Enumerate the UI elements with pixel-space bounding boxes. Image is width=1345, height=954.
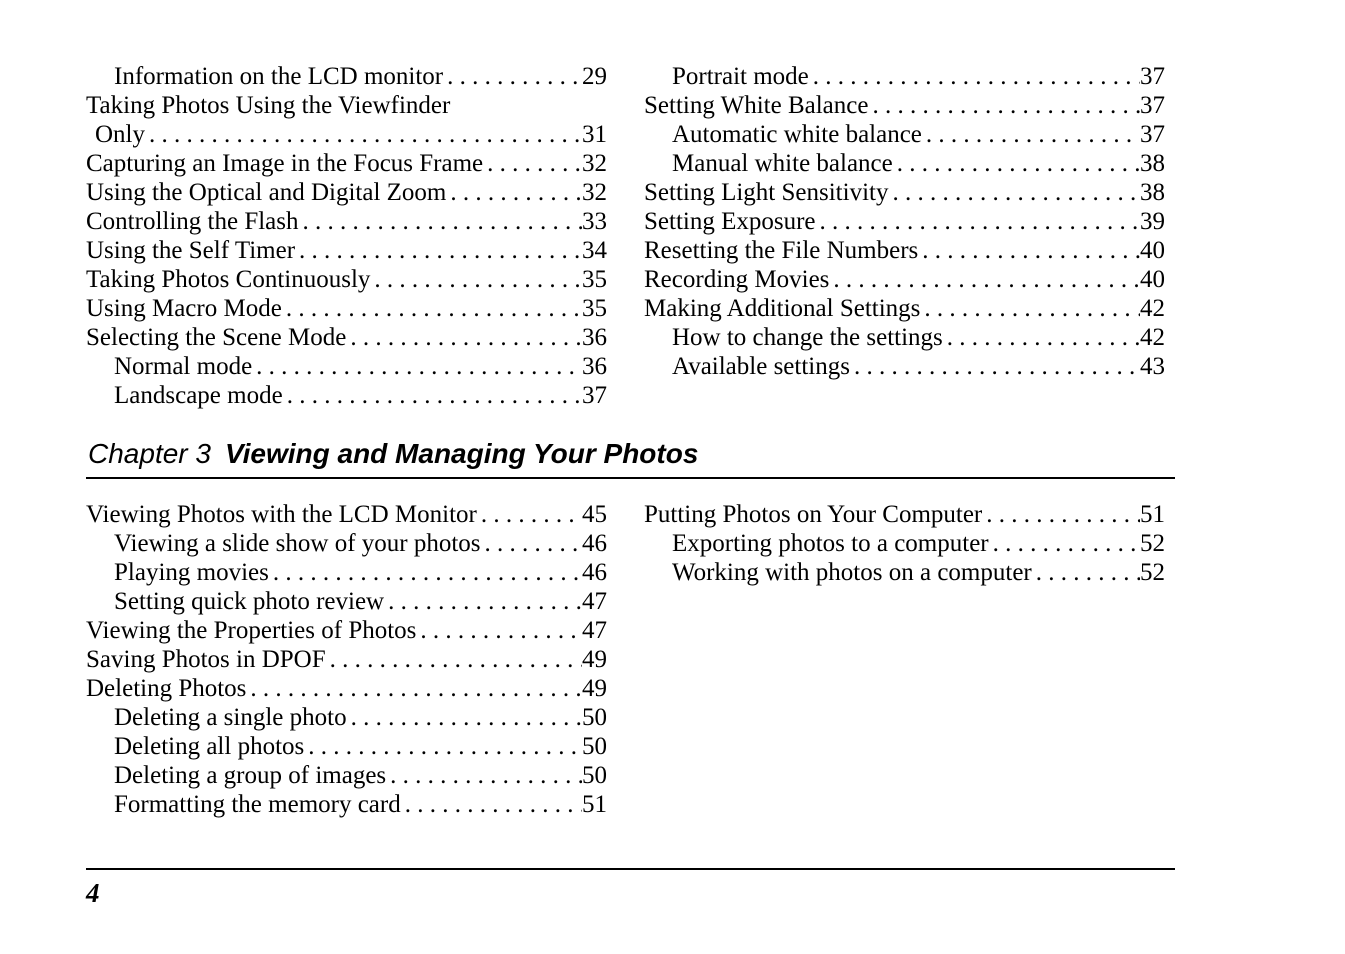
toc-entry-page: 40	[1140, 237, 1165, 264]
toc-entry[interactable]	[86, 761, 607, 790]
toc-column-ch3-left	[86, 500, 607, 819]
toc-entry[interactable]	[86, 207, 607, 236]
toc-entry[interactable]	[644, 500, 1165, 529]
toc-entry[interactable]	[86, 236, 607, 265]
toc-entry-title: Viewing the Properties of Photos	[86, 617, 417, 644]
toc-entry[interactable]	[86, 294, 607, 323]
toc-entry-title: Only	[95, 121, 145, 148]
chapter-label: Chapter 3	[88, 438, 211, 469]
toc-entry[interactable]	[86, 645, 607, 674]
toc-entry-page: 51	[1140, 501, 1165, 528]
toc-entry-page: 47	[582, 617, 607, 644]
toc-dot-leader	[283, 381, 582, 410]
toc-dot-leader	[446, 178, 582, 207]
toc-entry[interactable]	[86, 381, 607, 410]
toc-entry-page: 49	[582, 646, 607, 673]
toc-entry-title: How to change the settings	[672, 324, 943, 351]
toc-entry[interactable]	[644, 149, 1165, 178]
toc-entry-title: Using Macro Mode	[86, 295, 282, 322]
toc-entry-title: Available settings	[672, 353, 850, 380]
toc-column-ch2-left	[86, 62, 607, 410]
toc-entry-title: Making Additional Settings	[644, 295, 921, 322]
toc-entry-page: 42	[1140, 324, 1165, 351]
toc-entry[interactable]	[86, 120, 607, 149]
toc-entry-title: Using the Optical and Digital Zoom	[86, 179, 447, 206]
toc-dot-leader	[269, 558, 582, 587]
toc-entry-page: 37	[1140, 63, 1165, 90]
toc-entry-title: Deleting all photos	[114, 733, 305, 760]
toc-entry-title: Deleting a single photo	[114, 704, 347, 731]
toc-entry[interactable]	[86, 703, 607, 732]
toc-dot-leader	[443, 62, 582, 91]
toc-dot-leader	[918, 236, 1140, 265]
toc-entry-page: 50	[582, 704, 607, 731]
toc-entry-title: Setting Light Sensitivity	[644, 179, 889, 206]
toc-entry-title: Resetting the File Numbers	[644, 237, 919, 264]
toc-dot-leader	[920, 294, 1140, 323]
toc-entry-page: 34	[582, 237, 607, 264]
chapter-heading-rule	[86, 477, 1175, 479]
toc-entry[interactable]	[644, 91, 1165, 120]
toc-entry-page: 50	[582, 733, 607, 760]
toc-entry-page: 31	[582, 121, 607, 148]
toc-dot-leader	[386, 761, 582, 790]
toc-entry[interactable]	[644, 352, 1165, 381]
toc-entry[interactable]	[86, 149, 607, 178]
toc-entry-title: Automatic white balance	[672, 121, 922, 148]
toc-entry-page: 43	[1140, 353, 1165, 380]
toc-entry-title: Viewing Photos with the LCD Monitor	[86, 501, 477, 528]
toc-column-ch2-right	[644, 62, 1165, 381]
toc-entry-page: 32	[582, 179, 607, 206]
toc-entry[interactable]	[644, 207, 1165, 236]
toc-dot-leader	[416, 616, 582, 645]
toc-dot-leader	[888, 178, 1140, 207]
toc-entry-title: Landscape mode	[114, 382, 283, 409]
toc-dot-leader	[989, 529, 1140, 558]
toc-entry[interactable]	[86, 790, 607, 819]
toc-entry[interactable]	[86, 178, 607, 207]
toc-entry-title: Capturing an Image in the Focus Frame	[86, 150, 484, 177]
toc-entry-page: 49	[582, 675, 607, 702]
toc-entry-page: 29	[582, 63, 607, 90]
toc-entry-page: 40	[1140, 266, 1165, 293]
toc-dot-leader	[829, 265, 1140, 294]
toc-entry-page: 47	[582, 588, 607, 615]
toc-dot-leader	[868, 91, 1140, 120]
toc-entry[interactable]	[86, 587, 607, 616]
toc-dot-leader	[326, 645, 582, 674]
toc-dot-leader	[304, 732, 582, 761]
toc-dot-leader	[252, 352, 582, 381]
toc-dot-leader	[943, 323, 1140, 352]
toc-entry-title: Exporting photos to a computer	[672, 530, 989, 557]
page-number: 4	[86, 878, 100, 908]
toc-dot-leader	[295, 236, 582, 265]
toc-entry-title: Formatting the memory card	[114, 791, 401, 818]
toc-entry[interactable]	[644, 236, 1165, 265]
toc-dot-leader	[384, 587, 582, 616]
toc-entry-title: Portrait mode	[672, 63, 809, 90]
toc-dot-leader	[850, 352, 1140, 381]
toc-entry[interactable]	[86, 91, 607, 120]
toc-entry[interactable]	[644, 558, 1165, 587]
toc-entry-page: 42	[1140, 295, 1165, 322]
toc-entry[interactable]	[644, 62, 1165, 91]
toc-dot-leader	[347, 703, 582, 732]
toc-entry-page: 46	[582, 530, 607, 557]
toc-entry-page: 32	[582, 150, 607, 177]
toc-entry-title: Taking Photos Using the Viewfinder	[86, 92, 451, 119]
toc-dot-leader	[477, 500, 582, 529]
toc-entry-title: Deleting Photos	[86, 675, 247, 702]
toc-dot-leader	[246, 674, 582, 703]
toc-entry-title: Setting quick photo review	[114, 588, 385, 615]
toc-dot-leader	[145, 120, 582, 149]
toc-dot-leader	[982, 500, 1140, 529]
toc-entry-page: 38	[1140, 150, 1165, 177]
toc-entry[interactable]	[86, 616, 607, 645]
toc-entry-title: Selecting the Scene Mode	[86, 324, 347, 351]
toc-entry-page: 46	[582, 559, 607, 586]
toc-entry-page: 35	[582, 266, 607, 293]
toc-entry-title: Setting White Balance	[644, 92, 869, 119]
toc-entry[interactable]	[86, 500, 607, 529]
toc-entry-page: 33	[582, 208, 607, 235]
toc-entry-page: 52	[1140, 559, 1165, 586]
toc-entry[interactable]	[86, 323, 607, 352]
toc-dot-leader	[481, 529, 582, 558]
toc-dot-leader	[401, 790, 582, 819]
toc-dot-leader	[1032, 558, 1140, 587]
toc-entry-page: 36	[582, 353, 607, 380]
toc-entry[interactable]	[644, 529, 1165, 558]
toc-entry[interactable]	[86, 265, 607, 294]
toc-entry[interactable]	[644, 178, 1165, 207]
toc-entry[interactable]	[86, 732, 607, 761]
toc-entry-page: 36	[582, 324, 607, 351]
toc-entry[interactable]	[86, 62, 607, 91]
chapter-heading	[88, 436, 698, 472]
toc-entry-page: 37	[582, 382, 607, 409]
toc-entry-page: 39	[1140, 208, 1165, 235]
toc-entry[interactable]	[644, 294, 1165, 323]
toc-entry[interactable]	[86, 529, 607, 558]
toc-dot-leader	[282, 294, 582, 323]
toc-dot-leader	[299, 207, 583, 236]
toc-entry-page: 50	[582, 762, 607, 789]
toc-entry-title: Information on the LCD monitor	[114, 63, 444, 90]
toc-entry[interactable]	[644, 323, 1165, 352]
toc-column-ch3-right	[644, 500, 1165, 587]
toc-entry-title: Deleting a group of images	[114, 762, 387, 789]
footer-rule	[86, 868, 1175, 870]
toc-entry-title: Playing movies	[114, 559, 269, 586]
toc-entry[interactable]	[86, 352, 607, 381]
toc-entry-title: Viewing a slide show of your photos	[114, 530, 481, 557]
toc-entry[interactable]	[86, 558, 607, 587]
toc-dot-leader	[816, 207, 1140, 236]
toc-entry-title: Recording Movies	[644, 266, 830, 293]
toc-dot-leader	[370, 265, 582, 294]
toc-dot-leader	[809, 62, 1140, 91]
toc-entry-page: 38	[1140, 179, 1165, 206]
toc-entry-title: Manual white balance	[672, 150, 893, 177]
toc-dot-leader	[483, 149, 582, 178]
toc-entry-title: Setting Exposure	[644, 208, 816, 235]
toc-entry-page: 37	[1140, 92, 1165, 119]
toc-entry-title: Normal mode	[114, 353, 253, 380]
toc-entry-title: Putting Photos on Your Computer	[644, 501, 983, 528]
toc-entry-page: 45	[582, 501, 607, 528]
toc-dot-leader	[922, 120, 1140, 149]
toc-dot-leader	[893, 149, 1140, 178]
chapter-title: Viewing and Managing Your Photos	[224, 438, 699, 469]
toc-entry-title: Controlling the Flash	[86, 208, 299, 235]
toc-entry[interactable]	[644, 120, 1165, 149]
toc-entry-page: 51	[582, 791, 607, 818]
toc-entry-title: Taking Photos Continuously	[86, 266, 371, 293]
toc-entry-title: Saving Photos in DPOF	[86, 646, 326, 673]
toc-entry-page: 37	[1140, 121, 1165, 148]
toc-entry-title: Working with photos on a computer	[672, 559, 1032, 586]
toc-dot-leader	[346, 323, 582, 352]
toc-entry-title: Using the Self Timer	[86, 237, 296, 264]
toc-entry[interactable]	[86, 674, 607, 703]
toc-entry-page: 35	[582, 295, 607, 322]
toc-entry[interactable]	[644, 265, 1165, 294]
toc-entry-page: 52	[1140, 530, 1165, 557]
